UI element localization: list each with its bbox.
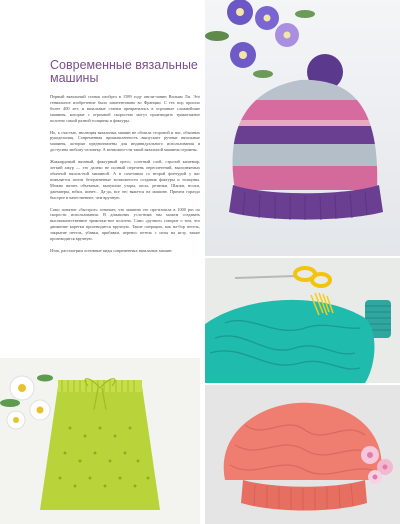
- striped-hat-illustration: [205, 0, 400, 256]
- paragraph-2: Но, к счастью, эволюция вязальных машин не обошла стороной и нас, обычных рукодельниц. Современная промышленность выпускает ручные вязальные машины, которые предназначены для индивидуального использования и доступны любому человеку. А возможно-сти такой вязальной машины огромны.: [50, 129, 200, 153]
- coral-beret-photo: [205, 385, 400, 524]
- paragraph-3: Жаккардовый вязаный, фактурный пресс, плотный слой, строгий кашемир, легкий ажур — это далеко не полный перечень переплетений, выполняемых обычной вязаль-ной машиной. А в сочетании со второй фонтурой у вас появляется почти безграничные возможности создания фактуры и толщины. Можно вязать объемные, выпуклые узоры, косы, резинки. Шапки, носки, джемперы, юбки, пинет... Да-да, все это вяжется на машине. Причем гораздо быстрее и качественнее, чем вручную.: [50, 159, 200, 200]
- skirt-waistband: [58, 380, 142, 392]
- teal-knit-photo: [205, 258, 400, 383]
- teal-fabric: [205, 300, 374, 383]
- article-title-line-2: машины: [50, 71, 99, 85]
- green-skirt-illustration: [0, 358, 200, 524]
- paragraph-4: Само понятие «быстрое» означает, что машина это пре-взошла в 1000 раз по скорости использования. В домашних усло-виях мы можем создавать высококачественное трикотаж-ное полотно. Само «ручное» говорит о том, что движение каретки производится вручную. Такие операции, как на-бор петель, закрытие петель, убавки, прибавки, перенос петель с иглы на иглу, также производятся вручную.: [50, 206, 200, 242]
- paragraph-5: Итак, рассмотрим основные виды современных вязальных машин.: [50, 247, 173, 253]
- article-title: [50, 59, 210, 85]
- striped-hat-photo: [205, 0, 400, 256]
- article-body: [50, 94, 200, 260]
- page-gutter: [202, 0, 205, 524]
- article-title-line-1: Современные вязальные: [50, 58, 198, 72]
- skirt-body: [40, 386, 160, 510]
- paragraph-1: Первый вязальный станок изобрел в 1589 году англи-чанин Вильям Ли. Это гениальное изобретение было запатентовано во Франции. С тех пор прошло более 400 лет, и вязальные станки превратились в огромные сложнейшие машины, которые с огромной скоростью могут производить трикотажное полотно самой разной толщины и фактуры.: [50, 94, 200, 123]
- green-skirt-photo: [0, 358, 200, 524]
- coral-beret-illustration: [205, 385, 400, 524]
- teal-knit-illustration: [205, 258, 400, 383]
